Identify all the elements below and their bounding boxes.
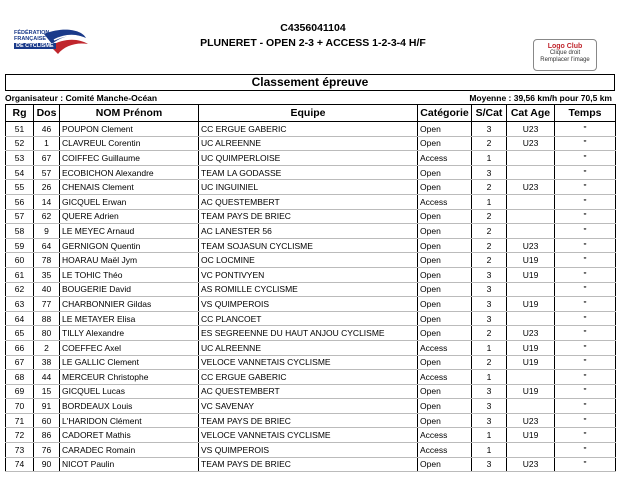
subcategory-cell: 3 <box>472 457 507 472</box>
time-cell: " <box>555 297 616 312</box>
team-cell: CC PLANCOET <box>199 311 418 326</box>
category-cell: Open <box>418 355 472 370</box>
team-cell: AS ROMILLE CYCLISME <box>199 282 418 297</box>
rider-name-cell: CHARBONNIER Gildas <box>60 297 199 312</box>
bib-cell: 14 <box>34 194 60 209</box>
time-cell: " <box>555 253 616 268</box>
age-category-cell: U23 <box>507 457 555 472</box>
club-logo-hint-1: Clique droit <box>549 50 581 56</box>
table-row <box>6 428 616 443</box>
rider-name-cell: GICQUEL Lucas <box>60 384 199 399</box>
team-cell: AC QUESTEMBERT <box>199 384 418 399</box>
rider-name-cell: NICOT Paulin <box>60 457 199 472</box>
organizer: Organisateur : Comité Manche-Océan <box>5 93 158 103</box>
age-category-cell: U23 <box>507 326 555 341</box>
subcategory-cell: 3 <box>472 384 507 399</box>
team-cell: VELOCE VANNETAIS CYCLISME <box>199 355 418 370</box>
table-row <box>6 399 616 414</box>
race-code: C4356041104 <box>280 22 346 34</box>
col-header-rank: Rg <box>6 105 34 122</box>
team-cell: OC LOCMINE <box>199 253 418 268</box>
ffc-line-3: DE CYCLISME <box>16 43 54 49</box>
rank-cell: 68 <box>6 370 34 385</box>
club-logo-title: Logo Club <box>547 43 583 50</box>
time-cell: " <box>555 326 616 341</box>
subcategory-cell: 1 <box>472 194 507 209</box>
bib-cell: 44 <box>34 370 60 385</box>
table-header-row <box>6 105 616 122</box>
average-speed: Moyenne : 39,56 km/h pour 70,5 km <box>469 93 612 103</box>
rider-name-cell: LE MEYEC Arnaud <box>60 224 199 239</box>
category-cell: Open <box>418 122 472 137</box>
bib-cell: 26 <box>34 180 60 195</box>
age-category-cell: U19 <box>507 253 555 268</box>
team-cell: CC ERGUE GABERIC <box>199 370 418 385</box>
rank-cell: 62 <box>6 282 34 297</box>
rider-name-cell: HOARAU Maël Jym <box>60 253 199 268</box>
bib-cell: 15 <box>34 384 60 399</box>
rank-cell: 67 <box>6 355 34 370</box>
time-cell: " <box>555 136 616 151</box>
rank-cell: 61 <box>6 267 34 282</box>
team-cell: VC SAVENAY <box>199 399 418 414</box>
rank-cell: 55 <box>6 180 34 195</box>
race-title: PLUNERET - OPEN 2-3 + ACCESS 1-2-3-4 H/F <box>200 37 426 49</box>
subcategory-cell: 1 <box>472 151 507 166</box>
bib-cell: 9 <box>34 224 60 239</box>
bib-cell: 91 <box>34 399 60 414</box>
time-cell: " <box>555 122 616 137</box>
team-cell: TEAM LA GODASSE <box>199 165 418 180</box>
time-cell: " <box>555 399 616 414</box>
age-category-cell <box>507 443 555 458</box>
rider-name-cell: TILLY Alexandre <box>60 326 199 341</box>
category-cell: Open <box>418 326 472 341</box>
rider-name-cell: L'HARIDON Clément <box>60 413 199 428</box>
results-table <box>5 104 616 472</box>
rank-cell: 57 <box>6 209 34 224</box>
table-row <box>6 340 616 355</box>
rank-cell: 51 <box>6 122 34 137</box>
time-cell: " <box>555 165 616 180</box>
table-row <box>6 267 616 282</box>
age-category-cell <box>507 224 555 239</box>
age-category-cell <box>507 165 555 180</box>
table-row <box>6 136 616 151</box>
category-cell: Access <box>418 370 472 385</box>
category-cell: Open <box>418 413 472 428</box>
rank-cell: 53 <box>6 151 34 166</box>
team-cell: VC PONTIVYEN <box>199 267 418 282</box>
rider-name-cell: COIFFEC Guillaume <box>60 151 199 166</box>
table-row <box>6 311 616 326</box>
age-category-cell: U23 <box>507 180 555 195</box>
rider-name-cell: LE GALLIC Clement <box>60 355 199 370</box>
subcategory-cell: 3 <box>472 311 507 326</box>
table-row <box>6 194 616 209</box>
team-cell: TEAM PAYS DE BRIEC <box>199 209 418 224</box>
category-cell: Open <box>418 238 472 253</box>
table-row <box>6 384 616 399</box>
time-cell: " <box>555 151 616 166</box>
rider-name-cell: LE METAYER Elisa <box>60 311 199 326</box>
table-row <box>6 297 616 312</box>
team-cell: UC QUIMPERLOISE <box>199 151 418 166</box>
subcategory-cell: 2 <box>472 136 507 151</box>
subcategory-cell: 1 <box>472 340 507 355</box>
rider-name-cell: CARADEC Romain <box>60 443 199 458</box>
age-category-cell: U23 <box>507 413 555 428</box>
rank-cell: 73 <box>6 443 34 458</box>
rank-cell: 71 <box>6 413 34 428</box>
rank-cell: 72 <box>6 428 34 443</box>
category-cell: Open <box>418 180 472 195</box>
category-cell: Access <box>418 428 472 443</box>
bib-cell: 90 <box>34 457 60 472</box>
col-header-name: NOM Prénom <box>60 105 199 122</box>
club-logo-hint-2: Remplacer l'image <box>540 57 590 63</box>
team-cell: VS QUIMPEROIS <box>199 297 418 312</box>
bib-cell: 76 <box>34 443 60 458</box>
table-row <box>6 370 616 385</box>
subcategory-cell: 2 <box>472 180 507 195</box>
category-cell: Open <box>418 311 472 326</box>
bib-cell: 88 <box>34 311 60 326</box>
category-cell: Access <box>418 340 472 355</box>
subcategory-cell: 2 <box>472 326 507 341</box>
subcategory-cell: 3 <box>472 413 507 428</box>
col-header-category: Catégorie <box>418 105 472 122</box>
time-cell: " <box>555 194 616 209</box>
subcategory-cell: 3 <box>472 267 507 282</box>
category-cell: Open <box>418 136 472 151</box>
age-category-cell: U19 <box>507 355 555 370</box>
rank-cell: 69 <box>6 384 34 399</box>
team-cell: AC QUESTEMBERT <box>199 194 418 209</box>
rank-cell: 64 <box>6 311 34 326</box>
team-cell: TEAM SOJASUN CYCLISME <box>199 238 418 253</box>
rank-cell: 70 <box>6 399 34 414</box>
age-category-cell: U19 <box>507 340 555 355</box>
age-category-cell <box>507 151 555 166</box>
table-row <box>6 180 616 195</box>
bib-cell: 64 <box>34 238 60 253</box>
rank-cell: 66 <box>6 340 34 355</box>
bib-cell: 2 <box>34 340 60 355</box>
col-header-time: Temps <box>555 105 616 122</box>
subcategory-cell: 3 <box>472 282 507 297</box>
category-cell: Open <box>418 253 472 268</box>
team-cell: AC LANESTER 56 <box>199 224 418 239</box>
age-category-cell: U19 <box>507 297 555 312</box>
team-cell: ES SEGREENNE DU HAUT ANJOU CYCLISME <box>199 326 418 341</box>
category-cell: Open <box>418 384 472 399</box>
team-cell: CC ERGUE GABERIC <box>199 122 418 137</box>
table-row <box>6 457 616 472</box>
age-category-cell: U19 <box>507 384 555 399</box>
ffc-line-2: FRANÇAISE <box>14 36 47 42</box>
age-category-cell: U19 <box>507 428 555 443</box>
ffc-line-1: FÉDÉRATION <box>14 30 50 36</box>
col-header-age-category: Cat Age <box>507 105 555 122</box>
bib-cell: 86 <box>34 428 60 443</box>
age-category-cell: U23 <box>507 238 555 253</box>
rider-name-cell: BOUGERIE David <box>60 282 199 297</box>
team-cell: VS QUIMPEROIS <box>199 443 418 458</box>
category-cell: Open <box>418 267 472 282</box>
category-cell: Open <box>418 209 472 224</box>
bib-cell: 77 <box>34 297 60 312</box>
time-cell: " <box>555 428 616 443</box>
category-cell: Access <box>418 151 472 166</box>
category-cell: Open <box>418 297 472 312</box>
time-cell: " <box>555 267 616 282</box>
rider-name-cell: BORDEAUX Louis <box>60 399 199 414</box>
subcategory-cell: 2 <box>472 253 507 268</box>
rank-cell: 54 <box>6 165 34 180</box>
club-logo-placeholder[interactable] <box>533 39 597 71</box>
table-row <box>6 253 616 268</box>
subcategory-cell: 3 <box>472 297 507 312</box>
time-cell: " <box>555 384 616 399</box>
rider-name-cell: MERCEUR Christophe <box>60 370 199 385</box>
age-category-cell: U19 <box>507 267 555 282</box>
bib-cell: 80 <box>34 326 60 341</box>
category-cell: Open <box>418 399 472 414</box>
time-cell: " <box>555 355 616 370</box>
table-row <box>6 413 616 428</box>
section-title: Classement épreuve <box>5 74 615 91</box>
table-row <box>6 443 616 458</box>
time-cell: " <box>555 370 616 385</box>
age-category-cell <box>507 370 555 385</box>
subcategory-cell: 2 <box>472 209 507 224</box>
team-cell: UC ALREENNE <box>199 340 418 355</box>
category-cell: Access <box>418 443 472 458</box>
category-cell: Access <box>418 194 472 209</box>
col-header-bib: Dos <box>34 105 60 122</box>
team-cell: TEAM PAYS DE BRIEC <box>199 413 418 428</box>
subcategory-cell: 1 <box>472 428 507 443</box>
table-row <box>6 151 616 166</box>
bib-cell: 46 <box>34 122 60 137</box>
bib-cell: 67 <box>34 151 60 166</box>
subcategory-cell: 2 <box>472 355 507 370</box>
table-row <box>6 209 616 224</box>
bib-cell: 57 <box>34 165 60 180</box>
time-cell: " <box>555 340 616 355</box>
rank-cell: 58 <box>6 224 34 239</box>
rider-name-cell: POUPON Clement <box>60 122 199 137</box>
time-cell: " <box>555 413 616 428</box>
category-cell: Open <box>418 282 472 297</box>
bib-cell: 40 <box>34 282 60 297</box>
time-cell: " <box>555 311 616 326</box>
rider-name-cell: LE TOHIC Théo <box>60 267 199 282</box>
age-category-cell <box>507 209 555 224</box>
table-row <box>6 122 616 137</box>
table-row <box>6 165 616 180</box>
age-category-cell <box>507 311 555 326</box>
rider-name-cell: GERNIGON Quentin <box>60 238 199 253</box>
subcategory-cell: 2 <box>472 238 507 253</box>
rider-name-cell: CLAVREUL Corentin <box>60 136 199 151</box>
team-cell: UC INGUINIEL <box>199 180 418 195</box>
subcategory-cell: 3 <box>472 165 507 180</box>
bib-cell: 60 <box>34 413 60 428</box>
subcategory-cell: 3 <box>472 122 507 137</box>
col-header-subcategory: S/Cat <box>472 105 507 122</box>
bib-cell: 62 <box>34 209 60 224</box>
rank-cell: 74 <box>6 457 34 472</box>
subcategory-cell: 1 <box>472 443 507 458</box>
rank-cell: 52 <box>6 136 34 151</box>
bib-cell: 1 <box>34 136 60 151</box>
age-category-cell: U23 <box>507 122 555 137</box>
team-cell: VELOCE VANNETAIS CYCLISME <box>199 428 418 443</box>
col-header-team: Equipe <box>199 105 418 122</box>
time-cell: " <box>555 282 616 297</box>
subcategory-cell: 2 <box>472 224 507 239</box>
rider-name-cell: CHENAIS Clement <box>60 180 199 195</box>
subcategory-cell: 3 <box>472 399 507 414</box>
rank-cell: 60 <box>6 253 34 268</box>
table-row <box>6 326 616 341</box>
table-row <box>6 282 616 297</box>
age-category-cell <box>507 194 555 209</box>
time-cell: " <box>555 224 616 239</box>
age-category-cell: U23 <box>507 136 555 151</box>
time-cell: " <box>555 238 616 253</box>
age-category-cell <box>507 399 555 414</box>
bib-cell: 78 <box>34 253 60 268</box>
rider-name-cell: CADORET Mathis <box>60 428 199 443</box>
rider-name-cell: COEFFEC Axel <box>60 340 199 355</box>
category-cell: Open <box>418 457 472 472</box>
age-category-cell <box>507 282 555 297</box>
rider-name-cell: GICQUEL Erwan <box>60 194 199 209</box>
rider-name-cell: QUERE Adrien <box>60 209 199 224</box>
time-cell: " <box>555 443 616 458</box>
rank-cell: 63 <box>6 297 34 312</box>
time-cell: " <box>555 180 616 195</box>
team-cell: TEAM PAYS DE BRIEC <box>199 457 418 472</box>
category-cell: Open <box>418 165 472 180</box>
category-cell: Open <box>418 224 472 239</box>
rank-cell: 65 <box>6 326 34 341</box>
bib-cell: 38 <box>34 355 60 370</box>
subcategory-cell: 1 <box>472 370 507 385</box>
rank-cell: 56 <box>6 194 34 209</box>
table-row <box>6 355 616 370</box>
table-row <box>6 224 616 239</box>
table-row <box>6 238 616 253</box>
time-cell: " <box>555 457 616 472</box>
rider-name-cell: ECOBICHON Alexandre <box>60 165 199 180</box>
rank-cell: 59 <box>6 238 34 253</box>
time-cell: " <box>555 209 616 224</box>
bib-cell: 35 <box>34 267 60 282</box>
team-cell: UC ALREENNE <box>199 136 418 151</box>
